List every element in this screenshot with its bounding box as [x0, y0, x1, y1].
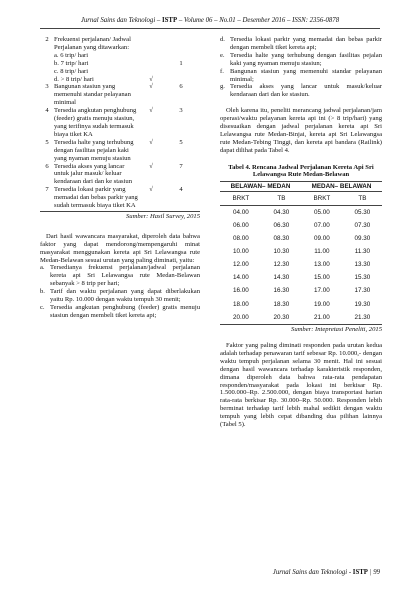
- table-4-source: Sumber: Intepretasi Peneliti, 2015: [291, 326, 382, 334]
- table-3-cell-desc: Tersedia angkutan penghubung (feeder) gratis menuju stasiun, yang terifinya sudah termasuk biaya tiket KA: [54, 107, 137, 138]
- table-3-cell-n: 4: [179, 186, 183, 194]
- list-marker: d.: [220, 36, 225, 43]
- table-4-cell: 06.00: [233, 221, 249, 229]
- footer-brand: ISTP: [352, 569, 368, 576]
- table-3-row: [40, 107, 200, 139]
- table-3-cell-desc: b. 7 trip/ hari: [54, 59, 89, 67]
- table-3-cell-no: 7: [45, 186, 49, 194]
- table-4-cell: 13.30: [354, 261, 371, 269]
- table-4-caption: Tabel 4. Rencana Jadwal Perjalanan Kereta Api Sri Lelawangsa Rute Medan-Belawan: [228, 163, 374, 179]
- right-paragraph-1: Oleh karena itu, peneliti merancang jadwal perjalanan/jam operasi/waktu pelayanan kereta api ini (> 8 trip/hari) yang disesuaikan dengan jadwal perjalanan kereta api Sri Lelawangsa rute Medan-Binjai, kereta api Sri Lelawangsa rute Medan-Tebing Tinggi, dan kereta api bandara (Railink) dapat dilihat pada Tabel 4.: [220, 107, 382, 154]
- table-4-row: [220, 272, 382, 285]
- table-4-cell: 04.30: [273, 208, 290, 216]
- table-3-cell-chk: √: [149, 107, 153, 115]
- table-3-cell-no: 4: [45, 107, 49, 115]
- table-4-cell: 13.00: [313, 261, 330, 269]
- table-3-row: [40, 163, 200, 187]
- table-3: [40, 36, 200, 210]
- header-brand: ISTP: [162, 17, 178, 24]
- table-3-cell-chk: √: [149, 75, 153, 83]
- table-3-cell-desc: Tersedia akses yang lancar untuk jalur masuk/ keluar kendaraan dari dan ke stasiun: [54, 162, 132, 186]
- right-list: [220, 36, 382, 99]
- table-4-cell: 07.30: [354, 221, 371, 229]
- table-4-cell: 15.30: [354, 274, 371, 282]
- table-3-row: [40, 60, 200, 68]
- table-3-cell-no: 6: [45, 162, 49, 170]
- left-column: [40, 36, 208, 320]
- list-text: Bangunan stasiun yang memenuhi standar pelayanan minimal;: [230, 67, 382, 83]
- table-3-cell-no: [40, 68, 54, 76]
- list-item: [40, 304, 200, 320]
- table-4-cell: 07.00: [313, 221, 330, 229]
- table-3-cell-no: [40, 76, 54, 84]
- list-item: [220, 52, 382, 68]
- table-3-cell-no: 2: [45, 36, 49, 43]
- header-volume: – Volume 06 – No.01 – Desember 2016 – ISSN: 2356-0878: [177, 17, 340, 24]
- table-3-cell-desc: a. 6 trip/ hari: [54, 51, 89, 59]
- table-4-cell: 21.30: [343, 311, 382, 325]
- table-4-row: [220, 219, 382, 232]
- table-4-cell: 06.30: [273, 221, 290, 229]
- table-4-cell: 14.00: [233, 274, 249, 282]
- list-item: [220, 68, 382, 84]
- table-3-row: [40, 76, 200, 84]
- table-3-cell-n: [162, 76, 200, 84]
- table-4-cell: 16.30: [273, 287, 290, 295]
- table-3-cell-no: 5: [45, 138, 49, 146]
- list-item: [220, 83, 382, 99]
- list-item: [40, 288, 200, 304]
- right-paragraph-2: Faktor yang paling diminati responden pada urutan kedua adalah terhadap penawaran tarif sebesar Rp. 10.000,- dengan waktu tempuh perjalanan selama 30 menit. Hal ini sesuai dengan hasil wawancara terhadap karakteristik responden, dimana diperoleh data bahwa rata-rata pendapatan responden/masyarakat pada lokasi ini berkisar Rp. 1.500.000–Rp. 2.500.000, dengan biaya transportasi harian rata-rata berkisar Rp. 30.000–Rp. 50.000. Responden lebih berminat terhadap tarif lebih mahal sedikit dengan waktu tempuh yang lebih cepat dibanding dua pilihan lainnya (Tabel 5).: [220, 342, 382, 429]
- table-3-row: [40, 68, 200, 76]
- table-3-cell-n: 1: [179, 59, 183, 67]
- table-4-row: [220, 259, 382, 272]
- table-3-source: Sumber: Hasil Survey, 2015: [40, 211, 200, 221]
- table-4-cell: 11.00: [314, 248, 330, 256]
- table-4-cell: 05.30: [354, 208, 371, 216]
- table-3-cell-no: 3: [45, 83, 49, 91]
- table-4-cell: 09.00: [313, 235, 330, 243]
- table-4-col: TB: [343, 192, 382, 206]
- table-4-row: [220, 285, 382, 298]
- list-marker: g.: [220, 83, 225, 91]
- table-4-cell: 16.00: [233, 287, 249, 295]
- table-3-cell-n: [162, 52, 200, 60]
- table-4: [220, 181, 382, 325]
- table-3-row: [40, 52, 200, 60]
- table-3-cell-desc: d. > 8 trip/ hari: [54, 75, 94, 83]
- table-3-cell-n: 3: [179, 107, 183, 115]
- table-4-cell: 04.00: [233, 208, 249, 216]
- table-4-row: [220, 311, 382, 325]
- table-3-cell-chk: √: [149, 186, 153, 194]
- page-number: | 99: [367, 569, 380, 576]
- table-3-cell-no: [40, 60, 54, 68]
- table-3-cell-desc: Tersedia lokasi parkir yang memadai dan bebas parkir yang sudah termasuk biaya tiket KA: [54, 186, 138, 210]
- list-text: Tersedia lokasi parkir yang memadai dan bebas parkir dengan membeli tiket kereta api;: [230, 36, 382, 51]
- table-3-cell-chk: [140, 60, 162, 68]
- list-text: Tersedia angkutan penghubung (feeder) gratis menuju stasiun dengan membeli tiket kereta api;: [50, 304, 200, 319]
- table-4-cell: 19.00: [313, 300, 330, 308]
- table-4-row: [220, 206, 382, 220]
- header-rule: [40, 28, 380, 29]
- table-3-cell-n: 5: [179, 138, 183, 146]
- table-3-cell-n: [162, 36, 200, 52]
- table-3-cell-chk: √: [149, 162, 153, 170]
- table-4-cell: 09.30: [354, 235, 371, 243]
- table-3-cell-chk: [140, 52, 162, 60]
- list-marker: b.: [40, 288, 45, 296]
- table-4-cell: 18.30: [273, 300, 290, 308]
- running-header: Jurnal Sains dan Teknologi – ISTP – Volume 06 – No.01 – Desember 2016 – ISSN: 2356-0878: [80, 17, 340, 24]
- list-text: Tersedia halte yang terhubung dengan fasilitas pejalan kaki yang nyaman menuju stasiun;: [230, 51, 382, 67]
- table-3-cell-desc: Frekuensi perjalanan/ Jadwal Perjalanan yang ditawarkan:: [54, 36, 131, 51]
- table-3-cell-chk: [140, 68, 162, 76]
- list-marker: e.: [220, 51, 225, 59]
- table-4-cell: 20.30: [262, 311, 301, 325]
- list-text: Tersedianya frekuensi perjalanan/jadwal perjalanan kereta api Sri Lelawangsa rute Medan-Belawan sebanyak > 8 trip per hari;: [50, 264, 200, 288]
- list-text: Tarif dan waktu perjalanan yang dapat diberlakukan yaitu Rp. 10.000 dengan waktu tempuh 30 menit;: [50, 288, 200, 304]
- table-4-cell: 12.00: [233, 261, 249, 269]
- right-column: [220, 36, 382, 429]
- table-3-cell-n: 6: [179, 83, 183, 91]
- list-item: [220, 36, 382, 52]
- table-4-row: [220, 232, 382, 245]
- table-3-cell-desc: Tersedia halte yang terhubung dengan fasilitas pejalan kaki yang nyaman menuju stasiun: [54, 138, 134, 162]
- list-item: [40, 264, 200, 288]
- table-4-cell: 08.00: [233, 235, 249, 243]
- list-marker: f.: [220, 67, 224, 75]
- left-list: [40, 264, 200, 319]
- table-3-cell-chk: [140, 36, 162, 52]
- table-4-cell: 05.00: [313, 208, 330, 216]
- table-4-cell: 20.00: [220, 311, 262, 325]
- table-4-cell: 19.30: [354, 300, 371, 308]
- table-3-cell-n: [162, 68, 200, 76]
- table-4-cell: 08.30: [273, 235, 290, 243]
- table-4-col: TB: [262, 192, 301, 206]
- table-4-group-1: BELAWAN– MEDAN: [220, 181, 301, 191]
- table-4-cell: 17.30: [354, 287, 371, 295]
- table-4-cell: 11.30: [354, 248, 371, 256]
- table-4-cell: 10.30: [273, 248, 290, 256]
- header-journal: Jurnal Sains dan Teknologi: [80, 17, 156, 24]
- list-marker: c.: [40, 304, 45, 311]
- table-4-cell: 18.00: [233, 300, 249, 308]
- left-paragraph: Dari hasil wawancara masyarakat, diperoleh data bahwa faktor yang dapat mendorong/mempengaruhi minat masyarakat menggunakan kereta api Sri Lelawangsa rute Medan-Belawan sesuai urutan yang paling diminati, yaitu:: [40, 232, 200, 264]
- table-3-cell-no: [40, 52, 54, 60]
- table-3-cell-desc: Bangunan stasiun yang memenuhi standar pelayanan minimal: [54, 83, 131, 107]
- table-4-cell: 17.00: [313, 287, 330, 295]
- list-text: Tersedia akses yang lancar untuk masuk/keluar kendaraan dari dan ke stasiun.: [230, 83, 382, 99]
- table-3-row: [40, 186, 200, 210]
- table-4-col: BRKT: [301, 192, 343, 206]
- table-4-cell: 14.30: [273, 274, 290, 282]
- table-3-row: [40, 83, 200, 107]
- list-marker: a.: [40, 264, 45, 272]
- table-4-group-2: MEDAN– BELAWAN: [301, 181, 382, 191]
- table-4-row: [220, 246, 382, 259]
- table-4-col: BRKT: [220, 192, 262, 206]
- table-4-cell: 15.00: [313, 274, 330, 282]
- table-3-cell-chk: √: [149, 138, 153, 146]
- table-3-cell-chk: √: [149, 83, 153, 91]
- table-4-cell: 21.00: [301, 311, 343, 325]
- table-3-cell-n: 7: [179, 162, 183, 170]
- table-3-row: [40, 139, 200, 163]
- table-4-row: [220, 298, 382, 311]
- page-footer: Jurnal Sains dan Teknologi - ISTP | 99: [272, 569, 380, 576]
- table-4-cell: 12.30: [273, 261, 290, 269]
- table-3-cell-desc: c. 8 trip/ hari: [54, 67, 89, 75]
- table-3-row: [40, 36, 200, 52]
- table-4-cell: 10.00: [233, 248, 249, 256]
